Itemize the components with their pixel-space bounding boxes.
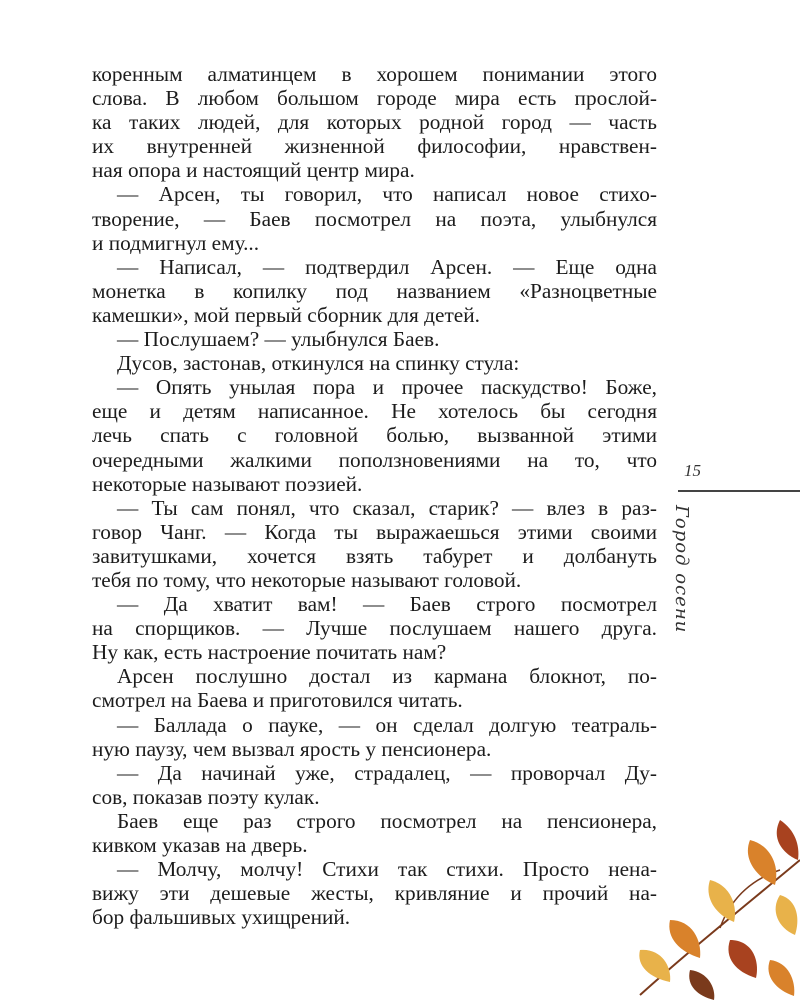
text-line: — Ты сам понял, что сказал, старик? — влез в раз- — [117, 495, 657, 520]
text-line: — Арсен, ты говорил, что написал новое стихо- — [117, 182, 657, 207]
text-line: вижу эти дешевые жесты, кривляние и прочий на- — [92, 881, 657, 906]
text-line: — Баллада о пауке, — он сделал долгую театраль- — [117, 712, 657, 737]
text-line: некоторые называют поэзией. — [92, 471, 363, 496]
leaf-icon — [639, 950, 670, 982]
body-text — [92, 62, 657, 929]
text-line: ная опора и настоящий центр мира. — [92, 158, 415, 183]
text-line: — Да начинай уже, страдалец, — проворчал Ду- — [117, 760, 657, 785]
text-line: — Опять унылая пора и прочее паскудство! Боже, — [117, 375, 657, 400]
margin-rule — [678, 490, 800, 492]
running-title: Город осени — [671, 505, 692, 634]
text-line: сов, показав поэту кулак. — [92, 784, 320, 809]
text-line: лечь спать с головной болью, вызванной этими — [92, 423, 657, 448]
autumn-leaves-illustration — [630, 800, 800, 1000]
leaf-icon — [768, 960, 794, 996]
text-line: их внутренней жизненной философии, нравствен- — [92, 134, 657, 159]
text-line: Баев еще раз строго посмотрел на пенсионера, — [117, 808, 657, 833]
text-line: еще и детям написанное. Не хотелось бы сегодня — [92, 399, 657, 424]
leaf-icon — [708, 880, 735, 922]
text-line: бор фальшивых ухищрений. — [92, 905, 351, 930]
leaf-icon — [669, 920, 700, 958]
leaf-icon — [728, 940, 757, 978]
text-line: камешки», мой первый сборник для детей. — [92, 302, 480, 327]
text-line: — Да хватит вам! — Баев строго посмотрел — [117, 592, 657, 617]
leaf-icon — [689, 970, 714, 1000]
text-line: тебя по тому, что некоторые называют головой. — [92, 567, 522, 592]
text-line: слова. В любом большом городе мира есть прослой- — [92, 86, 657, 111]
text-line: очередными жалкими поползновениями на то, что — [92, 447, 657, 472]
text-line: Арсен послушно достал из кармана блокнот, по- — [117, 664, 657, 689]
text-line: — Послушаем? — улыбнулся Баев. — [117, 327, 440, 352]
leaf-icon — [776, 895, 798, 935]
text-line: — Молчу, молчу! Стихи так стихи. Просто нена- — [117, 857, 657, 882]
text-line: на спорщиков. — Лучше послушаем нашего друга. — [92, 616, 657, 641]
text-line: завитушками, хочется взять табурет и долбануть — [92, 543, 657, 568]
text-line: Дусов, застонав, откинулся на спинку стула: — [117, 351, 520, 376]
text-line: смотрел на Баева и приготовился читать. — [92, 688, 463, 713]
leaf-icon — [777, 820, 799, 860]
text-line: творение, — Баев посмотрел на поэта, улыбнулся — [92, 206, 657, 231]
text-line: говор Чанг. — Когда ты выражаешься этими своими — [92, 519, 657, 544]
text-line: монетка в копилку под названием «Разноцветные — [92, 278, 657, 303]
text-line: кивком указав на дверь. — [92, 833, 308, 857]
text-line: Ну как, есть настроение почитать нам? — [92, 640, 447, 665]
text-line: коренным алматинцем в хорошем понимании этого — [92, 62, 657, 86]
text-line: — Написал, — подтвердил Арсен. — Еще одна — [117, 254, 657, 279]
text-line: ка таких людей, для которых родной город — часть — [92, 110, 657, 135]
text-line: и подмигнул ему... — [92, 230, 260, 255]
text-line: ную паузу, чем вызвал ярость у пенсионера. — [92, 736, 492, 761]
page-number: 15 — [684, 461, 701, 480]
